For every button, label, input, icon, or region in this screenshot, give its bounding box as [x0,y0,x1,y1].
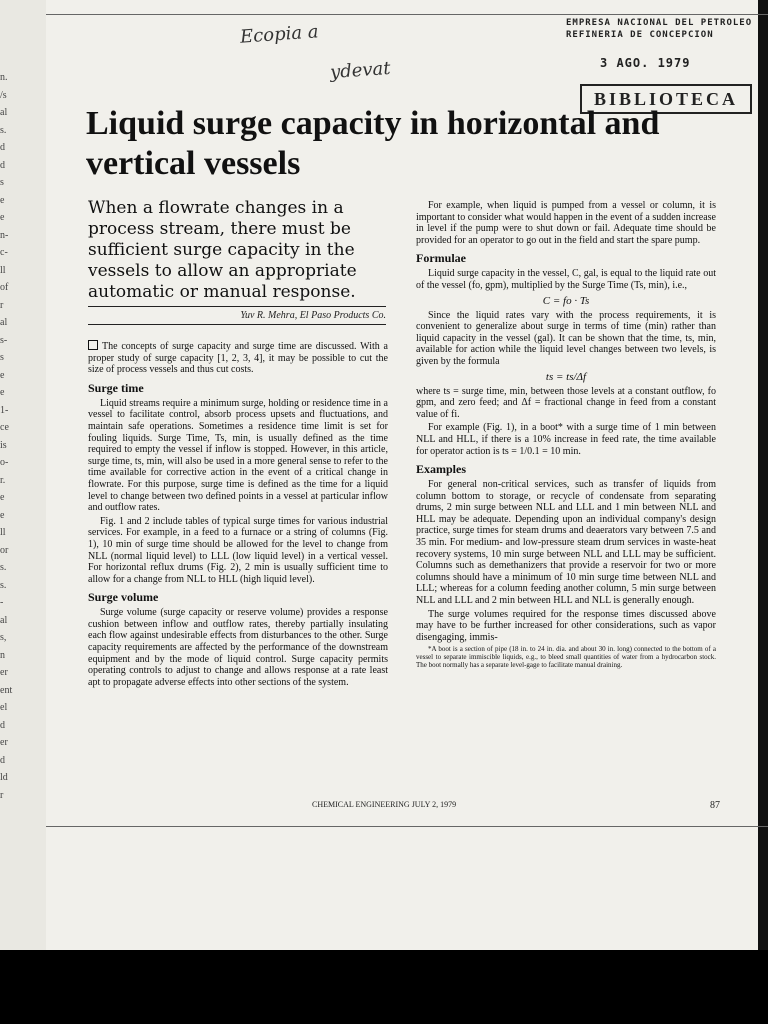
page-number: 87 [710,800,720,811]
margin-fragment: ll [0,264,6,276]
margin-fragment: al [0,614,8,626]
margin-fragment: e [0,212,5,223]
margin-fragment: d [0,719,5,731]
margin-fragment: e [0,509,5,521]
intro-paragraph: The concepts of surge capacity and surge time are discussed. With a proper study of surge capacity [1, 2, 3, 4], it may be possible to cut the size of process vessels and thus cut costs. [88,341,388,376]
margin-fragment: s [0,177,4,188]
paragraph: For example (Fig. 1), in a boot* with a surge time of 1 min between NLL and HLL, if there is a 10% increase in feed rate, the time available for operator action is ts = 1/0.1 = 10 min. [416,422,716,457]
magazine-credit: CHEMICAL ENGINEERING JULY 2, 1979 [312,800,457,809]
equation-1: C = fo · Ts [542,294,590,307]
margin-fragment: e [0,369,5,381]
paragraph: For general non-critical services, such as transfer of liquids from column bottom to storage, or recycle of condensate from separating drums, 2 min surge between NLL and LLL and 1 min between NLL and HLL may be adequate. Depending upon an individual company's design practice, surge times for steam drums and deaerators vary between 7.5 and 35 min. For medium- and low-pressure steam drum services in waste-heat recovery systems, 10 min surge between NLL and LLL may be sufficient. Columns such as demethanizers that provide a reservoir for two or more columns should have a minimum of 10 min surge time between NLL and LLL; whereas for a column feeding another column, 5 min surge between NLL and LLL and 2 min between HLL and NLL is generally enough. [416,479,716,607]
margin-fragment: el [0,702,8,713]
margin-fragment: e [0,387,5,398]
handwritten-signature: ydevat [329,57,392,84]
margin-fragment: d [0,142,5,153]
margin-fragment: s. [0,562,7,573]
heading-formulae: Formulae [416,251,466,266]
equation-2: ts = ts/Δf [545,370,587,383]
paragraph: Fig. 1 and 2 include tables of typical surge times for various industrial services. For example, in a feed to a furnace or a string of columns (Fig. 1), 10 min of surge time should be allowed for the level to change from NLL (normal liquid level) to LLL (low liquid level) in a vertical vessel. For horizontal reflux drums (Fig. 2), 2 min is usually sufficient time to allow for a change from NLL to HLL (high liquid level). [88,515,388,585]
margin-fragment: r [0,789,4,801]
margin-fragment: er [0,737,8,748]
margin-fragment: /s [0,89,7,101]
stamp-line-1: EMPRESA NACIONAL DEL PETROLEO [566,18,753,28]
margin-fragment: 1- [0,404,9,416]
paragraph: Since the liquid rates vary with the process requirements, it is convenient to generalize about surge in terms of time (min) rather than liquid capacity in the vessel (gal). It can be shown that the time, ts, min, available for action while the liquid level changes between two levels, is given by the formula [416,309,716,367]
left-column [88,340,388,690]
stamp-date: 3 AGO. 1979 [600,56,691,70]
margin-fragment: ld [0,772,8,783]
margin-fragment: is [0,439,7,451]
heading-examples: Examples [416,462,467,477]
margin-fragment: r. [0,474,6,486]
heading-surge-volume: Surge volume [88,590,159,605]
paragraph: The surge volumes required for the response times discussed above may have to be further increased for other considerations, such as vapor disengaging, immis- [416,608,716,643]
margin-fragment: al [0,317,8,328]
margin-fragment: r [0,299,4,311]
margin-fragment: e [0,194,5,206]
handwritten-note: Ecopia a [239,21,320,48]
margin-fragment: s. [0,124,7,136]
margin-fragment: ent [0,684,13,696]
paragraph: Liquid streams require a minimum surge, holding or residence time in a vessel to facilitate control, absorb process upsets and fluctuations, and maintain safe operations. Sometimes a residence time limit is set for fouling liquids. Surge Time, Ts, min, is usually defined as the time required to empty the vessel if inflow is stopped. However, in this article, surge time, ts, min, will also be used in a more general sense to refer to the time available for corrective action in the event of a critical change in flowrate. For this purpose, surge time is defined as the time for a liquid level to change between two defined points in a vessel at particular inflow and outflow rates. [88,397,388,514]
footnote: *A boot is a section of pipe (18 in. to 24 in. dia. and about 30 in. long) connected to the bottom of a vessel to separate immiscible liquids, e.g., to bleed small quantities of water from a hydrocarbon stock. The boot normally has a separate level-gage to facilitate manual draining. [416,645,716,670]
margin-fragment: - [0,597,4,608]
square-bullet-icon [88,340,98,350]
margin-fragment: e [0,492,5,503]
margin-fragment: er [0,667,8,678]
margin-fragment: d [0,159,5,171]
margin-fragment: ce [0,422,9,433]
article-title: Liquid surge capacity in horizontal and vertical vessels [86,105,660,182]
heading-surge-time: Surge time [88,380,144,395]
margin-fragment: n- [0,229,9,241]
right-column [416,200,716,671]
margin-fragment: s- [0,334,8,346]
margin-fragment: c- [0,247,8,258]
stamp-line-2: REFINERIA DE CONCEPCION [566,30,714,40]
margin-fragment: s [0,352,4,363]
margin-fragment: s, [0,632,7,643]
margin-fragment: ll [0,527,6,538]
scan-line-bottom [46,826,768,827]
margin-fragment: or [0,544,9,556]
scan-line-top [46,14,768,15]
margin-fragment: d [0,754,5,766]
margin-fragment: of [0,282,9,293]
margin-fragment: al [0,107,8,118]
margin-fragment: o- [0,457,9,468]
article-deck: When a flowrate changes in a process stream, there must be sufficient surge capacity in the vessels to allow an appropriate automatic or manual response. [88,198,357,302]
margin-fragment: n [0,649,5,661]
paragraph: where ts = surge time, min, between those levels at a constant outflow, fo gpm, and zero feed; and Δf = fractional change in feed from a constant value of fi. [416,385,716,420]
margin-fragment: s. [0,579,7,591]
paragraph: Surge volume (surge capacity or reserve volume) provides a response cushion between inflow and outflow rates, thereby partially insulating each flow against undesirable effects from disturbances to the other. Surge capacity requirements are affected by the performance of the downstream equipment and by the mode of liquid control. Surge capacity permits operating controls to adjust to change and allows response at a rate least apt to propagate adverse effects into other sections of the system. [88,607,388,688]
author-line: Yuv R. Mehra, El Paso Products Co. [88,306,386,325]
paragraph: Liquid surge capacity in the vessel, C, gal, is equal to the liquid rate out of the vessel (fo, gpm), multiplied by the Surge Time (Ts, min), i.e., [416,268,716,291]
paragraph: For example, when liquid is pumped from a vessel or column, it is important to consider what would happen in the event of a sudden increase in level if the pump were to shut down or fail. Adequate time should be provided for an operator to go out in the field and start the spare pump. [416,200,716,246]
library-stamp: BIBLIOTECA [580,84,752,114]
margin-fragment: n. [0,72,8,83]
